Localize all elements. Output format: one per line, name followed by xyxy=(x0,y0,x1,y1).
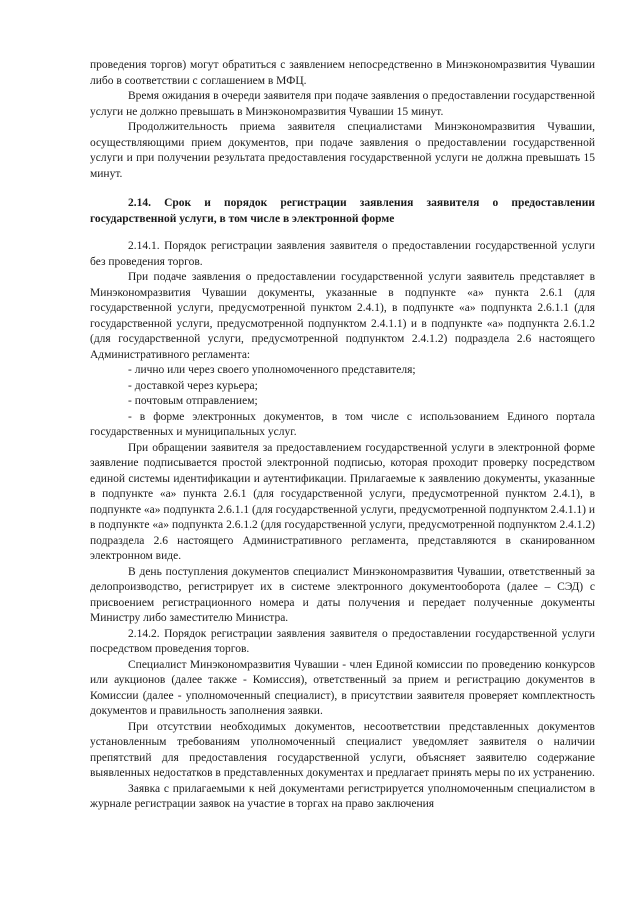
paragraph-application-registration: Заявка с прилагаемыми к ней документами регистрируется уполномоченным специалистом в журнале регистрации заявок на участие в торгах на право заключения xyxy=(90,782,595,810)
paragraph-2-14-1: 2.14.1. Порядок регистрации заявления заявителя о предоставлении государственной услуги без проведения торгов. xyxy=(90,240,595,268)
list-item-mail: - почтовым отправлением; xyxy=(128,395,258,407)
paragraph-specialist: Специалист Минэкономразвития Чувашии - член Единой комиссии по проведению конкурсов или аукционов (далее также - Комиссия), ответственный за прием и регистрацию документов в Комиссии (далее - уполномоченный специалист), в присутствии заявителя проверяет комплектность документов и правильность заполнения заявки. xyxy=(90,658,595,717)
list-item-courier: - доставкой через курьера; xyxy=(128,379,258,392)
paragraph-reception-duration: Продолжительность приема заявителя специалистами Минэкономразвития Чувашии, осуществляющими прием документов, при подаче заявления о предоставлении государственной услуги и при получении результата предоставления государственной услуги не должна превышать 15 минут. xyxy=(90,121,595,180)
paragraph-waiting-time: Время ожидания в очереди заявителя при подаче заявления о предоставлении государственной услуги не должно превышать в Минэкономразвития Чувашии 15 минут. xyxy=(90,90,595,118)
paragraph-continuation: проведения торгов) могут обратиться с заявлением непосредственно в Минэкономразвития Чувашии либо в соответствии с соглашением в МФЦ. xyxy=(90,59,595,87)
list-item-electronic: - в форме электронных документов, в том числе с использованием Единого портала государственных и муниципальных услуг. xyxy=(90,410,595,438)
paragraph-submission: При подаче заявления о предоставлении государственной услуги заявитель представляет в Минэкономразвития Чувашии документы, указанные в подпункте «а» пункта 2.6.1 (для государственной услуги, предусмотренной пунктом 2.4.1), в подпункте «а» подпункта 2.6.1.1 (для государственной услуги, предусмотренной подпунктом 2.4.1.1) и в подпункте «а» подпункта 2.6.1.2 (для государственной услуги, предусмотренной подпунктом 2.4.1.2) подраздела 2.6 настоящего Административного регламента: xyxy=(90,271,595,361)
list-item-in-person: - лично или через своего уполномоченного представителя; xyxy=(128,364,416,376)
paragraph-missing-documents: При отсутствии необходимых документов, несоответствии представленных документов установленным требованиям уполномоченный специалист уведомляет заявителя о наличии препятствий для предоставления государственной услуги, объясняет заявителю содержание выявленных недостатков в представленных документах и предлагает принять меры по их устранению. xyxy=(90,720,595,779)
paragraph-electronic-form: При обращении заявителя за предоставлением государственной услуги в электронной форме заявление подписывается простой электронной подписью, которая проходит проверку посредством единой системы идентификации и аутентификации. Прилагаемые к заявлению документы, указанные в подпункте «а» пункта 2.6.1 (для государственной услуги, предусмотренной пунктом 2.4.1), в подпункте «а» подпункта 2.6.1.1 (для государственной услуги, предусмотренной подпунктом 2.4.1.1) и в подпункте «а» подпункта 2.6.1.2 (для государственной услуги, предусмотренной подпунктом 2.4.1.2) подраздела 2.6 настоящего Административного регламента, представляются в сканированном электронном виде. xyxy=(90,441,595,562)
paragraph-registration-day: В день поступления документов специалист Минэкономразвития Чувашии, ответственный за делопроизводство, регистрирует их в системе электронного документооборота (далее – СЭД) с присвоением регистрационного номера и даты получения и передает полученные документы Министру либо заместителю Министра. xyxy=(90,565,595,624)
paragraph-2-14-2: 2.14.2. Порядок регистрации заявления заявителя о предоставлении государственной услуги посредством проведения торгов. xyxy=(90,627,595,655)
section-heading-2-14: 2.14. Срок и порядок регистрации заявления заявителя о предоставлении государственной услуги, в том числе в электронной форме xyxy=(90,197,595,225)
document-page xyxy=(90,58,595,813)
